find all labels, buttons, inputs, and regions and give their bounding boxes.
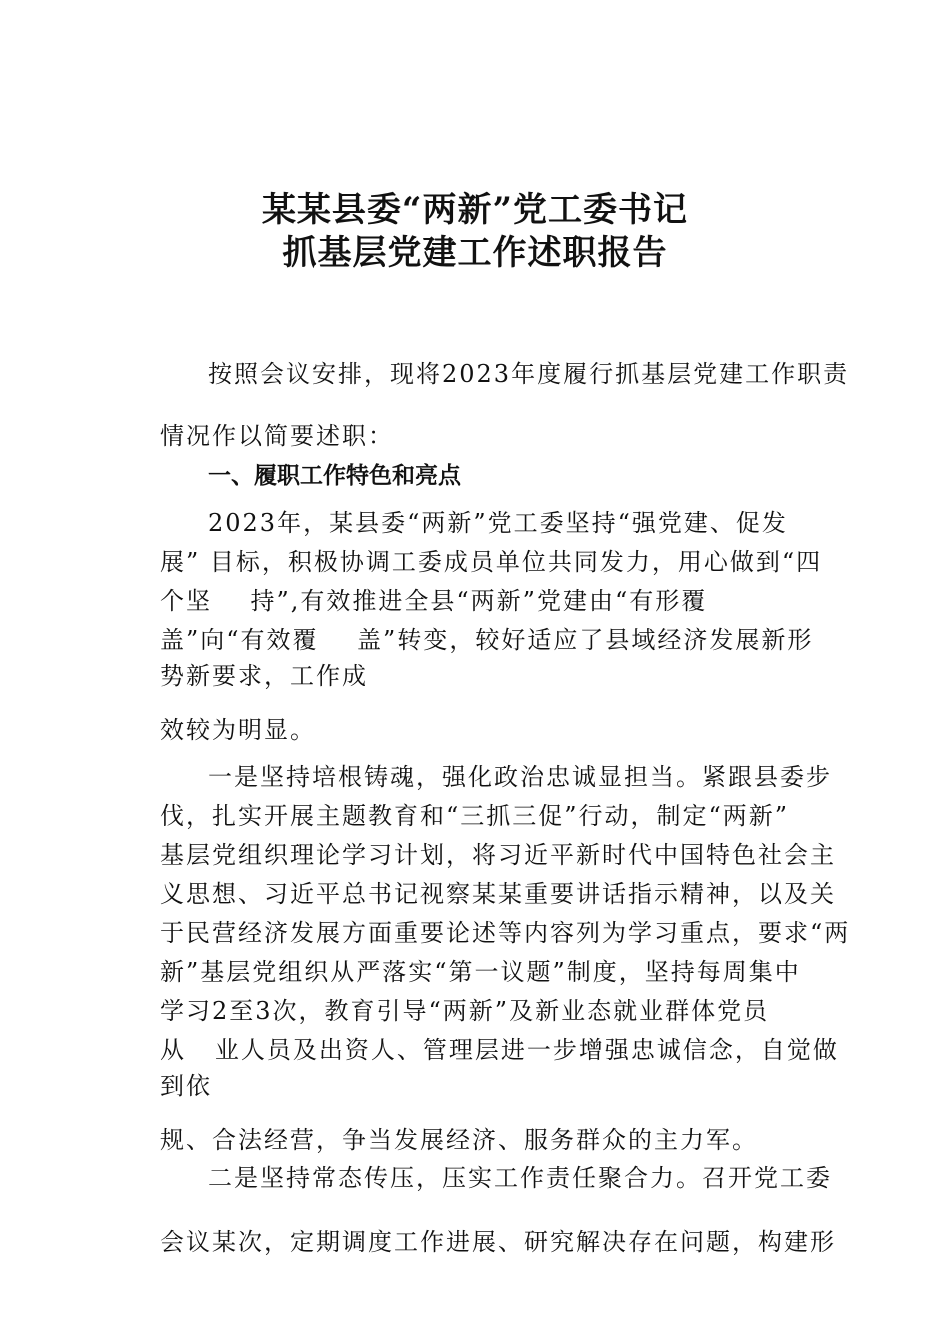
paragraph-line: 盖”向“有效覆 盖”转变，较好适应了县域经济发展新形 xyxy=(160,626,814,654)
paragraph-line: 学习2至3次，教育引导“两新”及新业态就业群体党员 xyxy=(160,997,770,1025)
paragraph-line: 个坚 持”,有效推进全县“两新”党建由“有形覆 xyxy=(160,587,708,615)
intro-line-2: 情况作以简要述职： xyxy=(160,422,394,450)
paragraph-line: 义思想、习近平总书记视察某某重要讲话指示精神，以及关 xyxy=(160,880,836,908)
paragraph-line: 二是坚持常态传压，压实工作责任聚合力。召开党工委 xyxy=(208,1164,832,1192)
paragraph-line: 2023年，某县委“两新”党工委坚持“强党建、促发 xyxy=(208,509,788,537)
paragraph-line: 会议某次，定期调度工作进展、研究解决存在问题，构建形 xyxy=(160,1228,836,1256)
paragraph-line: 基层党组织理论学习计划，将习近平新时代中国特色社会主 xyxy=(160,841,836,869)
paragraph-line: 效较为明显。 xyxy=(160,716,316,744)
paragraph-line: 于民营经济发展方面重要论述等内容列为学习重点，要求“两 xyxy=(160,919,851,947)
paragraph-line: 势新要求，工作成 xyxy=(160,662,368,690)
paragraph-line: 到依 xyxy=(160,1072,212,1100)
intro-line-1: 按照会议安排，现将2023年度履行抓基层党建工作职责 xyxy=(208,360,850,388)
paragraph-line: 伐，扎实开展主题教育和“三抓三促”行动，制定“两新” xyxy=(160,802,790,830)
document-title-line-1: 某某县委“两新”党工委书记 xyxy=(261,190,689,230)
section-heading: 一、履职工作特色和亮点 xyxy=(208,463,461,489)
paragraph-line: 从 业人员及出资人、管理层进一步增强忠诚信念，自觉做 xyxy=(160,1036,839,1064)
paragraph-line: 展” 目标，积极协调工委成员单位共同发力，用心做到“四 xyxy=(160,548,823,576)
document-title-line-2: 抓基层党建工作述职报告 xyxy=(282,233,668,273)
paragraph-line: 一是坚持培根铸魂，强化政治忠诚显担当。紧跟县委步 xyxy=(208,763,832,791)
paragraph-line: 规、合法经营，争当发展经济、服务群众的主力军。 xyxy=(160,1126,758,1154)
paragraph-line: 新”基层党组织从严落实“第一议题”制度，坚持每周集中 xyxy=(160,958,801,986)
